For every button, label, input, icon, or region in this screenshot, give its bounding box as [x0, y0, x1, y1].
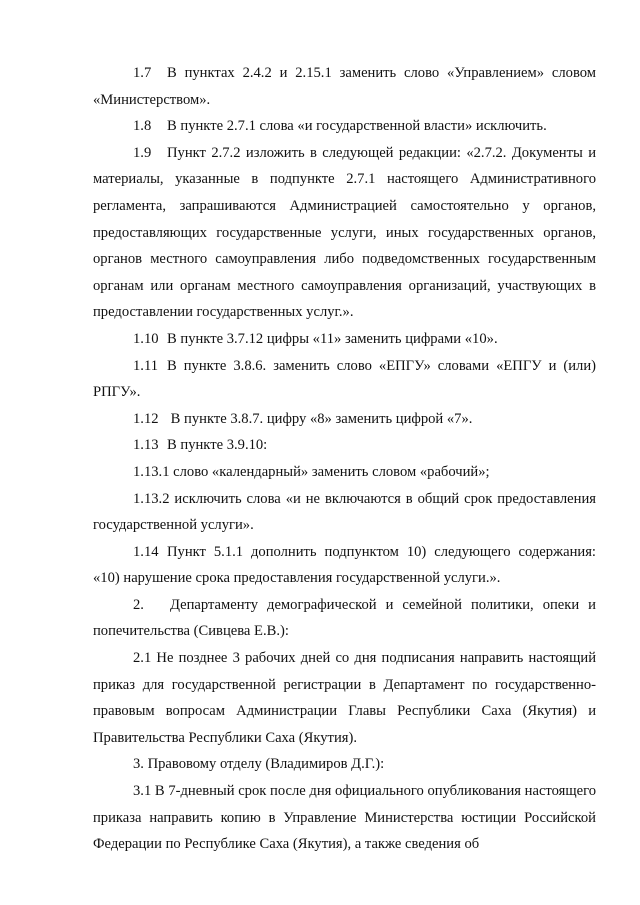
paragraph-1-11: [93, 353, 596, 406]
paragraph-1-14: [93, 539, 596, 592]
paragraph-1-13-1: [93, 459, 596, 486]
paragraph-text: 2.1 Не позднее 3 рабочих дней со дня подписания направить настоящий приказ для государственной регистрации в Департамент по государственно-правовым вопросам Администрации Главы Республики Саха (Якутия) и Правительства Республики Саха (Якутия).: [93, 650, 596, 746]
paragraph-text: 1.13.2 исключить слова «и не включаются в общий срок предоставления государственной услуги».: [93, 490, 596, 534]
document-page: [93, 60, 596, 858]
paragraph-text: 1.13.1 слово «календарный» заменить словом «рабочий»;: [133, 463, 490, 480]
paragraph-1-12: [93, 406, 596, 433]
paragraph-text: В пункте 3.9.10:: [167, 437, 268, 454]
paragraph-3-1: [93, 778, 596, 858]
paragraph-text: В пунктах 2.4.2 и 2.15.1 заменить слово «Управлением» словом «Министерством».: [93, 65, 596, 108]
paragraph-text: В пункте 3.8.6. заменить слово «ЕПГУ» словами «ЕПГУ и (или) РПГУ».: [93, 357, 596, 401]
paragraph-1-9: [93, 140, 596, 326]
paragraph-number: 2.: [133, 596, 144, 613]
paragraph-text: Департаменту демографической и семейной политики, опеки и попечительства (Сивцева Е.В.):: [93, 596, 596, 640]
paragraph-number: 1.14: [133, 543, 159, 560]
paragraph-1-13-2: [93, 486, 596, 539]
paragraph-1-8: [93, 113, 596, 140]
paragraph-number: 1.10: [133, 330, 159, 347]
paragraph-3: [93, 751, 596, 778]
paragraph-number: 1.13: [133, 437, 159, 454]
paragraph-number: 1.12: [133, 410, 159, 427]
paragraph-number: 1.8: [133, 118, 152, 135]
paragraph-text: В пункте 2.7.1 слова «и государственной власти» исключить.: [167, 118, 547, 135]
paragraph-text: Пункт 5.1.1 дополнить подпунктом 10) следующего содержания: «10) нарушение срока предоставления государственной услуги.».: [93, 543, 596, 587]
paragraph-number: 1.9: [133, 144, 152, 161]
paragraph-2-1: [93, 645, 596, 751]
paragraph-1-13: [93, 432, 596, 459]
paragraph-2: [93, 592, 596, 645]
paragraph-text: В пункте 3.7.12 цифры «11» заменить цифрами «10».: [167, 330, 498, 347]
paragraph-text: В пункте 3.8.7. цифру «8» заменить цифрой «7».: [167, 410, 473, 427]
paragraph-1-7: [93, 60, 596, 113]
paragraph-text: Пункт 2.7.2 изложить в следующей редакции: «2.7.2. Документы и материалы, указанные в подпункте 2.7.1 настоящего Административного регламента, запрашиваются Администрацией самостоятельно у органов, предоставляющих государственные услуги, иных государственных органов, органов местного самоуправления либо подведомственных государственным органам или органам местного самоуправления организаций, участвующих в предоставлении государственных услуг.».: [93, 144, 596, 321]
paragraph-text: 3.1 В 7-дневный срок после дня официального опубликования настоящего приказа направить копию в Управление Министерства юстиции Российской Федерации по Республике Саха (Якутия), а также сведения об: [93, 783, 596, 853]
paragraph-number: 1.7: [133, 65, 152, 81]
paragraph-1-10: [93, 326, 596, 353]
paragraph-number: 1.11: [133, 357, 158, 374]
paragraph-text: 3. Правовому отделу (Владимиров Д.Г.):: [133, 756, 385, 773]
